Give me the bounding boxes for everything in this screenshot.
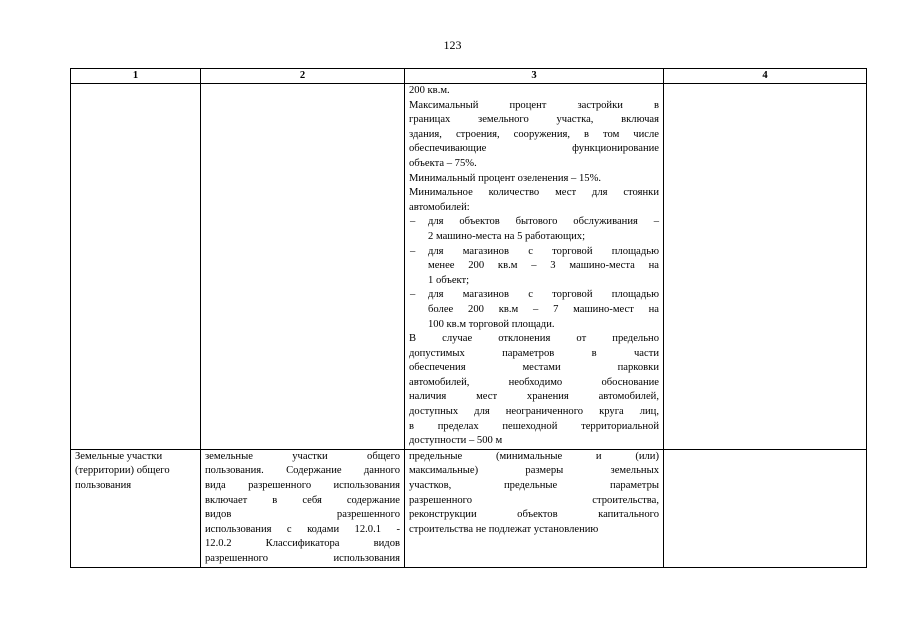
dash-bullet: – — [410, 289, 416, 301]
header-col-4: 4 — [664, 69, 867, 84]
text-line: доступности – 500 м — [409, 435, 503, 447]
row1-col2-cell — [201, 84, 405, 450]
min-green-percent-text: Минимальный процент озеленения – 15%. — [409, 172, 602, 184]
text-line: в пределах пешеходной территориальной — [409, 420, 659, 432]
text-line: реконструкции объектов капитального — [409, 509, 659, 521]
table-row — [71, 84, 867, 450]
text-line: обеспечения местами парковки — [409, 362, 659, 374]
text-line: для объектов бытового обслуживания – — [428, 216, 659, 228]
text-line: земельные участки общего — [205, 450, 400, 462]
text-line: вида разрешенного использования — [205, 480, 400, 492]
table-row — [71, 449, 867, 567]
area-continuation-text: 200 кв.м. — [409, 85, 450, 96]
text-line: 12.0.2 Классификатора видов — [205, 538, 400, 550]
text-line: 100 кв.м торговой площади. — [428, 318, 555, 330]
text-line: разрешенного использования — [205, 553, 400, 564]
parking-paragraph — [409, 186, 659, 215]
text-line: В случае отклонения от предельно — [409, 333, 659, 345]
text-line: использования с кодами 12.0.1 - — [205, 523, 400, 535]
text-line: для магазинов с торговой площадью — [428, 245, 659, 257]
row1-col3-cell — [405, 84, 664, 450]
text-line: (территории) общего — [75, 465, 170, 477]
text-line: автомобилей, необходимо обоснование — [409, 376, 659, 388]
dash-bullet: – — [410, 216, 416, 228]
text-line: разрешенного строительства, — [409, 494, 659, 506]
table-header-row — [71, 69, 867, 84]
row2-col3-cell — [405, 449, 664, 567]
page-number: 123 — [443, 38, 462, 52]
text-line: видов разрешенного — [205, 509, 400, 521]
text-line: строительства не подлежат установлению — [409, 523, 599, 535]
text-line: допустимых параметров в части — [409, 347, 659, 359]
text-line: здания, строения, сооружения, в том числе — [409, 128, 659, 140]
text-line: наличия мест хранения автомобилей, — [409, 391, 659, 403]
row2-col2-cell — [201, 449, 405, 567]
row1-col4-cell — [664, 84, 867, 450]
text-line: 1 объект; — [428, 274, 470, 286]
text-line: объекта – 75%. — [409, 157, 477, 169]
list-item — [409, 288, 659, 332]
deviation-paragraph — [409, 332, 659, 449]
header-col-1: 1 — [71, 69, 201, 84]
row2-col1-cell — [71, 449, 201, 567]
text-line: обеспечивающие функционирование — [409, 143, 659, 155]
header-col-2: 2 — [201, 69, 405, 84]
text-line: автомобилей: — [409, 201, 470, 213]
row1-col1-cell — [71, 84, 201, 450]
list-item — [409, 245, 659, 289]
text-line: Максимальный процент застройки в — [409, 99, 659, 111]
text-line: предельные (минимальные и (или) — [409, 450, 659, 462]
text-line: 2 машино-места на 5 работающих; — [428, 230, 586, 242]
text-line: пользования — [75, 480, 132, 492]
list-item — [409, 215, 659, 244]
text-line: максимальные) размеры земельных — [409, 465, 659, 477]
text-line: доступных для неограниченного круга лиц, — [409, 406, 659, 418]
text-line: пользования. Содержание данного — [205, 465, 400, 477]
text-line: Земельные участки — [75, 450, 163, 462]
text-line: для магазинов с торговой площадью — [428, 289, 659, 301]
text-line: границах земельного участка, включая — [409, 114, 659, 126]
zoning-table — [70, 68, 867, 568]
max-build-percent-paragraph — [409, 99, 659, 172]
header-col-3: 3 — [405, 69, 664, 84]
text-line: Минимальное количество мест для стоянки — [409, 187, 659, 199]
text-line: более 200 кв.м – 7 машино-мест на — [428, 303, 659, 315]
text-line: менее 200 кв.м – 3 машино-места на — [428, 260, 659, 272]
text-line: участков, предельные параметры — [409, 480, 659, 492]
row2-col4-cell — [664, 449, 867, 567]
dash-bullet: – — [410, 245, 416, 257]
text-line: включает в себя содержание — [205, 494, 400, 506]
